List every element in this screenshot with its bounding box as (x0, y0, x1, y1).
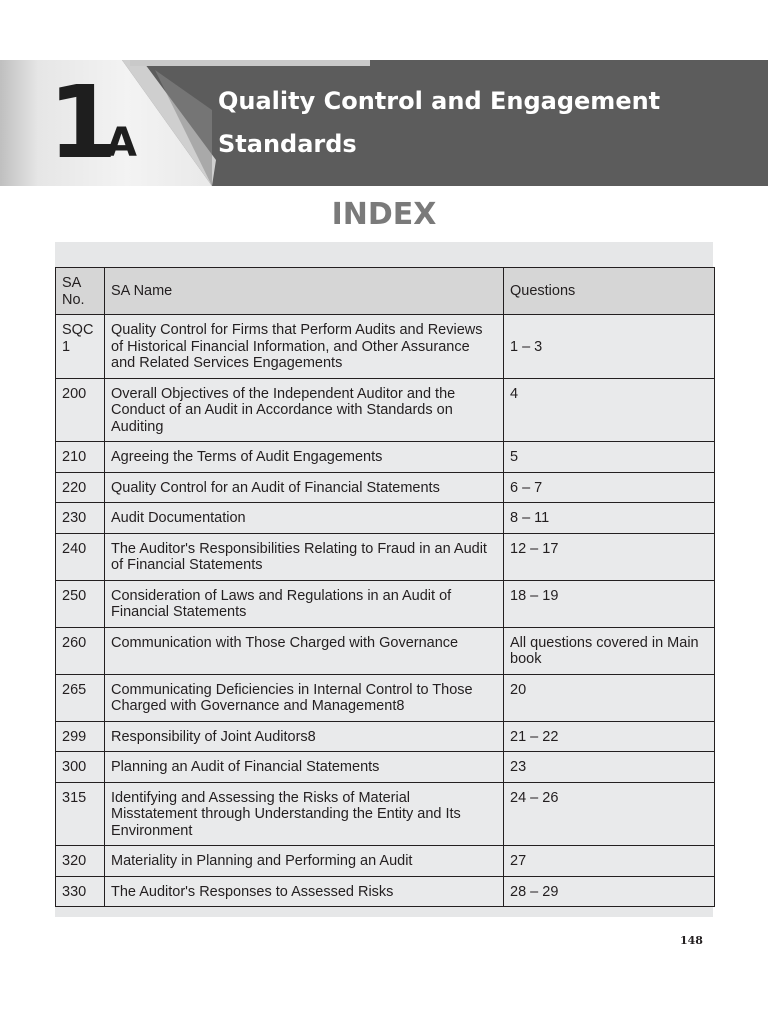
table-row (56, 627, 715, 674)
chapter-number: 1 (48, 64, 112, 181)
cell-sa-no: 250 (56, 580, 105, 627)
chapter-title-line-2: Standards (218, 130, 357, 158)
cell-questions: 5 (504, 442, 715, 473)
cell-questions: 27 (504, 846, 715, 877)
table-row (56, 378, 715, 442)
cell-sa-name: Agreeing the Terms of Audit Engagements (105, 442, 504, 473)
cell-sa-no: 220 (56, 472, 105, 503)
cell-questions: 8 – 11 (504, 503, 715, 534)
cell-questions: 1 – 3 (504, 315, 715, 379)
cell-questions: 20 (504, 674, 715, 721)
cell-sa-no: 315 (56, 782, 105, 846)
table-row (56, 503, 715, 534)
cell-questions: All questions covered in Main book (504, 627, 715, 674)
table-header-row (56, 268, 715, 315)
cell-sa-name: Quality Control for an Audit of Financial Statements (105, 472, 504, 503)
cell-sa-no: 200 (56, 378, 105, 442)
cell-sa-no: 265 (56, 674, 105, 721)
cell-sa-no: 230 (56, 503, 105, 534)
cell-sa-no: 320 (56, 846, 105, 877)
cell-sa-no: 240 (56, 533, 105, 580)
cell-sa-name: Materiality in Planning and Performing an Audit (105, 846, 504, 877)
index-heading: INDEX (331, 197, 437, 232)
cell-sa-name: Communicating Deficiencies in Internal Control to Those Charged with Governance and Management8 (105, 674, 504, 721)
chapter-title (218, 80, 738, 166)
table-row (56, 846, 715, 877)
table-row (56, 674, 715, 721)
table-row (56, 442, 715, 473)
cell-sa-no: 330 (56, 876, 105, 907)
table-row (56, 752, 715, 783)
page-number: 148 (680, 934, 703, 947)
cell-sa-name: Communication with Those Charged with Governance (105, 627, 504, 674)
cell-questions: 6 – 7 (504, 472, 715, 503)
cell-sa-name: Identifying and Assessing the Risks of Material Misstatement through Understanding the Entity and Its Environment (105, 782, 504, 846)
cell-sa-name: Quality Control for Firms that Perform Audits and Reviews of Historical Financial Information, and Other Assurance and Related Services Engagements (105, 315, 504, 379)
cell-questions: 24 – 26 (504, 782, 715, 846)
table-row (56, 533, 715, 580)
cell-questions: 18 – 19 (504, 580, 715, 627)
table-row (56, 315, 715, 379)
cell-questions: 12 – 17 (504, 533, 715, 580)
cell-sa-no: SQC 1 (56, 315, 105, 379)
header-questions: Questions (504, 268, 715, 315)
index-table (55, 267, 715, 907)
cell-sa-no: 210 (56, 442, 105, 473)
cell-sa-name: Audit Documentation (105, 503, 504, 534)
chapter-letter: A (106, 120, 137, 166)
table-row (56, 782, 715, 846)
chapter-title-line-1: Quality Control and Engagement (218, 87, 661, 115)
cell-sa-no: 299 (56, 721, 105, 752)
cell-questions: 23 (504, 752, 715, 783)
cell-sa-name: Consideration of Laws and Regulations in an Audit of Financial Statements (105, 580, 504, 627)
table-row (56, 876, 715, 907)
cell-sa-name: Overall Objectives of the Independent Auditor and the Conduct of an Audit in Accordance with Standards on Auditing (105, 378, 504, 442)
cell-questions: 21 – 22 (504, 721, 715, 752)
cell-questions: 4 (504, 378, 715, 442)
header-sa-no: SA No. (56, 268, 105, 315)
table-row (56, 472, 715, 503)
cell-sa-no: 260 (56, 627, 105, 674)
table-row (56, 580, 715, 627)
table-row (56, 721, 715, 752)
banner-top-strip (130, 60, 370, 66)
cell-sa-name: The Auditor's Responses to Assessed Risks (105, 876, 504, 907)
cell-sa-name: Planning an Audit of Financial Statements (105, 752, 504, 783)
cell-sa-name: The Auditor's Responsibilities Relating to Fraud in an Audit of Financial Statements (105, 533, 504, 580)
cell-sa-name: Responsibility of Joint Auditors8 (105, 721, 504, 752)
header-sa-name: SA Name (105, 268, 504, 315)
cell-questions: 28 – 29 (504, 876, 715, 907)
cell-sa-no: 300 (56, 752, 105, 783)
